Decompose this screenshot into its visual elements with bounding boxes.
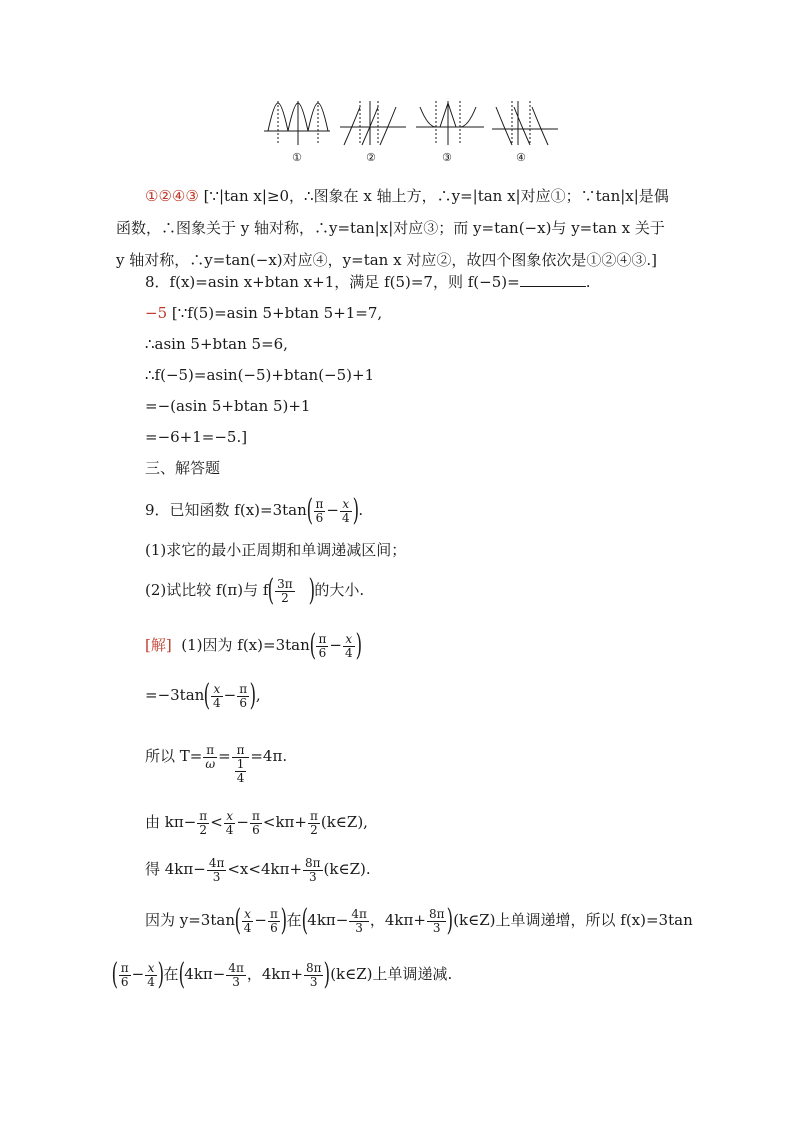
graph-3 xyxy=(416,101,484,145)
q7-answer xyxy=(116,180,678,276)
solution-line-4: 由 kπ− $\frac{\pi}{2}$ < $\frac{x}{4}$ − $\frac{\pi}{6}$ <kπ+ $\frac{\pi}{2}$ (k∈Z), xyxy=(145,808,368,837)
graph-label-3: ③ xyxy=(442,151,452,164)
tangent-graphs-figure xyxy=(262,97,562,167)
q8-answer-line xyxy=(145,303,382,323)
q9-part1: (1)求它的最小正周期和单调递减区间； xyxy=(145,541,407,559)
solution-line-7: ( $\frac{\pi}{6}$ − $\frac{x}{4}$ )在(4kπ− $\frac{4\pi}{3}$ ，4kπ+ $\frac{8\pi}{3}$ )(k∈Z)上单调递减. xyxy=(111,957,453,992)
q9-stem: 9．已知函数 f(x)=3tan( $\frac{\pi}{6}$ − $\frac{x}{4}$ ). xyxy=(145,493,364,528)
solution-tag: [解] xyxy=(145,636,172,654)
q8-step-2: ∴asin 5+btan 5=6, xyxy=(145,335,288,353)
q8-step-3: ∴f(−5)=asin(−5)+btan(−5)+1 xyxy=(145,366,375,384)
frac-3pi-2: $\frac{3\pi}{2}$ xyxy=(277,576,293,605)
graph-label-4: ④ xyxy=(516,151,526,164)
q7-choice: ①②④③ xyxy=(145,187,199,205)
graph-4 xyxy=(492,101,558,145)
q8-step-5: =−6+1=−5.] xyxy=(145,428,248,446)
solution-line-1: [解] (1)因为 f(x)=3tan( $\frac{\pi}{6}$ − $\frac{x}{4}$ ) xyxy=(145,628,362,663)
graph-2 xyxy=(340,101,406,145)
answer-blank xyxy=(520,272,586,287)
frac-pi-6: $\frac{\pi}{6}$ xyxy=(315,496,324,525)
q7-explanation: [∵|tan x|≥0，∴图象在 x 轴上方，∴y=|tan x|对应①；∵tan|x|是偶函数，∴图象关于 y 轴对称，∴y=tan|x|对应③；而 y=tan(−x)与 y=tan x 关于 y 轴对称，∴y=tan(−x)对应④，y=tan x 对应②，故四个图象依次是①②④③.] xyxy=(116,187,669,269)
graph-1 xyxy=(264,101,330,145)
q8-answer: −5 xyxy=(145,304,168,322)
graph-label-1: ① xyxy=(292,151,302,164)
section-heading: 三、解答题 xyxy=(145,459,221,477)
q8-stem: 8．f(x)=asin x+btan x+1，满足 f(5)=7，则 f(−5)= . xyxy=(145,273,591,291)
frac-x-4: $\frac{x}{4}$ xyxy=(341,496,350,525)
solution-line-6: 因为 y=3tan( $\frac{x}{4}$ − $\frac{\pi}{6}$ )在(4kπ− $\frac{4\pi}{3}$ ，4kπ+ $\frac{8\pi}{3}$ )(k∈Z)上单调递增，所以 f(x)=3tan xyxy=(145,903,693,938)
q8-step-1: [∵f(5)=asin 5+btan 5+1=7, xyxy=(171,304,383,322)
solution-line-5: 得 4kπ− $\frac{4\pi}{3}$ <x<4kπ+ $\frac{8\pi}{3}$ (k∈Z). xyxy=(145,855,371,884)
solution-line-2: =−3tan( $\frac{x}{4}$ − $\frac{\pi}{6}$ ), xyxy=(145,678,261,713)
q9-part2: (2)试比较 f(π)与 f( $\frac{3\pi}{2}$ )的大小. xyxy=(145,573,365,608)
graph-label-2: ② xyxy=(366,151,376,164)
q8-step-4: =−(asin 5+btan 5)+1 xyxy=(145,397,311,415)
solution-line-3: 所以 T= $\frac{\pi}{\omega}$ = $\frac{\pi}{\frac{1}{4}}$ =4π. xyxy=(145,742,288,785)
